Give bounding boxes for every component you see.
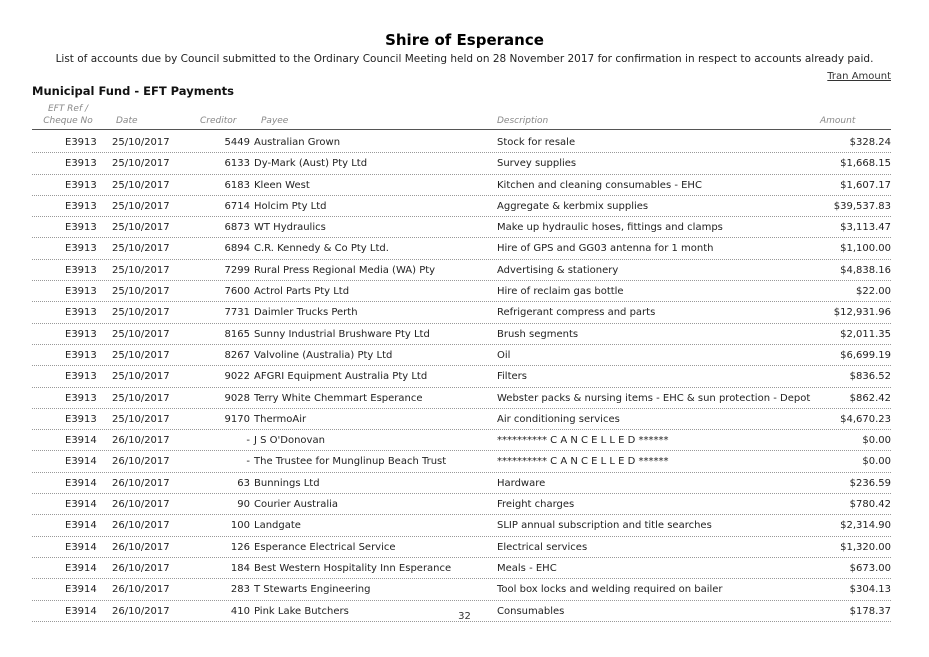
date-cell: 26/10/2017: [112, 435, 170, 447]
creditor-cell: 283: [230, 584, 250, 596]
creditor-cell: 100: [230, 520, 250, 532]
amount-cell: $2,011.35: [840, 328, 891, 340]
description-cell: Electrical services: [497, 541, 588, 553]
amount-cell: $0.00: [862, 435, 891, 447]
payee-cell: Esperance Electrical Service: [254, 541, 396, 553]
ref-cell: E3913: [65, 137, 97, 148]
creditor-cell: 9170: [224, 413, 250, 425]
payee-cell: Daimler Trucks Perth: [254, 307, 358, 319]
description-cell: Tool box locks and welding required on bailer: [497, 584, 723, 596]
description-cell: ********** C A N C E L L E D ******: [497, 456, 669, 468]
creditor-cell: 8165: [224, 328, 250, 340]
document-subtitle: List of accounts due by Council submitted to the Ordinary Council Meeting held on 28 November 2017 for confirmation in respect to accounts already paid.: [55, 53, 874, 65]
payee-cell: C.R. Kennedy & Co Pty Ltd.: [254, 243, 389, 255]
amount-cell: $4,670.23: [840, 413, 891, 425]
table-row: [32, 260, 891, 281]
date-cell: 26/10/2017: [112, 562, 170, 574]
amount-cell: $836.52: [849, 371, 891, 383]
date-cell: 25/10/2017: [112, 243, 170, 255]
table-row: [32, 366, 891, 387]
ref-cell: E3913: [65, 264, 97, 276]
ref-cell: E3913: [65, 286, 97, 298]
payee-cell: The Trustee for Munglinup Beach Trust: [254, 456, 447, 468]
ref-cell: E3913: [65, 392, 97, 404]
description-cell: Meals - EHC: [497, 562, 557, 574]
creditor-cell: 63: [237, 477, 250, 489]
date-cell: 25/10/2017: [112, 349, 170, 361]
date-cell: 25/10/2017: [112, 137, 170, 148]
table-row: [32, 451, 891, 472]
ref-cell: E3914: [65, 520, 97, 532]
creditor-cell: 410: [230, 605, 250, 617]
payee-cell: Valvoline (Australia) Pty Ltd: [254, 349, 393, 361]
creditor-cell: 6894: [224, 243, 250, 255]
ref-cell: E3913: [65, 413, 97, 425]
payee-cell: Pink Lake Butchers: [254, 605, 349, 617]
ref-cell: E3913: [65, 328, 97, 340]
amount-cell: $673.00: [849, 562, 891, 574]
table-row: [32, 196, 891, 217]
description-cell: Hire of reclaim gas bottle: [497, 286, 624, 298]
column-header-ref: [32, 103, 104, 127]
description-cell: Kitchen and cleaning consumables - EHC: [497, 179, 702, 191]
ref-cell: E3914: [65, 477, 97, 489]
ref-cell: E3913: [65, 307, 97, 319]
description-cell: Hardware: [497, 477, 546, 489]
table-row: [32, 558, 891, 579]
header-rule: [32, 129, 891, 130]
amount-cell: $2,314.90: [840, 520, 891, 532]
amount-cell: $862.42: [849, 392, 891, 404]
table-row: [32, 515, 891, 536]
amount-cell: $4,838.16: [840, 264, 891, 276]
creditor-cell: 7600: [224, 286, 250, 298]
description-cell: Stock for resale: [497, 137, 576, 148]
column-header-description: Description: [497, 116, 549, 126]
ref-cell: E3914: [65, 456, 97, 468]
payee-cell: AFGRI Equipment Australia Pty Ltd: [254, 371, 428, 383]
payee-cell: Landgate: [254, 520, 301, 532]
payments-table: [32, 132, 891, 622]
description-cell: Webster packs & nursing items - EHC & sun protection - Depot: [497, 392, 811, 404]
amount-cell: $22.00: [856, 286, 891, 298]
ref-cell: E3914: [65, 605, 97, 617]
amount-cell: $1,607.17: [840, 179, 891, 191]
table-row: [32, 473, 891, 494]
creditor-cell: 9022: [224, 371, 250, 383]
amount-cell: $0.00: [862, 456, 891, 468]
creditor-cell: 6183: [224, 179, 250, 191]
date-cell: 25/10/2017: [112, 371, 170, 383]
description-cell: SLIP annual subscription and title searches: [497, 520, 712, 532]
table-row: [32, 430, 891, 451]
table-row: [32, 324, 891, 345]
ref-cell: E3914: [65, 499, 97, 511]
date-cell: 26/10/2017: [112, 456, 170, 468]
section-heading: Municipal Fund - EFT Payments: [32, 84, 235, 98]
ref-cell: E3913: [65, 371, 97, 383]
description-cell: Hire of GPS and GG03 antenna for 1 month: [497, 243, 714, 255]
amount-cell: $3,113.47: [840, 222, 891, 234]
payee-cell: WT Hydraulics: [254, 222, 326, 234]
table-row: [32, 153, 891, 174]
creditor-cell: -: [246, 435, 250, 447]
description-cell: ********** C A N C E L L E D ******: [497, 435, 669, 447]
amount-cell: $6,699.19: [840, 349, 891, 361]
amount-cell: $1,668.15: [840, 158, 891, 170]
creditor-cell: 184: [230, 562, 250, 574]
amount-cell: $328.24: [849, 137, 891, 148]
description-cell: Brush segments: [497, 328, 579, 340]
date-cell: 25/10/2017: [112, 179, 170, 191]
amount-cell: $39,537.83: [833, 200, 891, 212]
date-cell: 26/10/2017: [112, 520, 170, 532]
ref-cell: E3914: [65, 584, 97, 596]
payee-cell: Terry White Chemmart Esperance: [254, 392, 423, 404]
date-cell: 25/10/2017: [112, 307, 170, 319]
table-row: [32, 175, 891, 196]
creditor-cell: 8267: [224, 349, 250, 361]
table-row: [32, 537, 891, 558]
description-cell: Filters: [497, 371, 527, 383]
date-cell: 25/10/2017: [112, 264, 170, 276]
ref-cell: E3914: [65, 435, 97, 447]
payee-cell: Sunny Industrial Brushware Pty Ltd: [254, 328, 430, 340]
column-header-amount: Amount: [820, 116, 856, 126]
ref-cell: E3914: [65, 562, 97, 574]
ref-cell: E3913: [65, 200, 97, 212]
ref-cell: E3913: [65, 158, 97, 170]
date-cell: 26/10/2017: [112, 605, 170, 617]
column-header-date: Date: [116, 116, 138, 126]
creditor-cell: 9028: [224, 392, 250, 404]
date-cell: 26/10/2017: [112, 477, 170, 489]
date-cell: 25/10/2017: [112, 328, 170, 340]
creditor-cell: 6873: [224, 222, 250, 234]
date-cell: 25/10/2017: [112, 413, 170, 425]
table-row: [32, 132, 891, 153]
amount-cell: $1,100.00: [840, 243, 891, 255]
ref-cell: E3913: [65, 222, 97, 234]
description-cell: Air conditioning services: [497, 413, 620, 425]
description-cell: Freight charges: [497, 499, 575, 511]
ref-cell: E3913: [65, 349, 97, 361]
creditor-cell: 5449: [224, 137, 250, 148]
creditor-cell: 6133: [224, 158, 250, 170]
table-row: [32, 388, 891, 409]
description-cell: Survey supplies: [497, 158, 577, 170]
description-cell: Refrigerant compress and parts: [497, 307, 656, 319]
creditor-cell: 7731: [224, 307, 250, 319]
date-cell: 25/10/2017: [112, 158, 170, 170]
date-cell: 26/10/2017: [112, 499, 170, 511]
description-cell: Make up hydraulic hoses, fittings and clamps: [497, 222, 723, 234]
table-row: [32, 238, 891, 259]
column-header-ref-line1: EFT Ref /: [47, 104, 89, 114]
payee-cell: T Stewarts Engineering: [254, 584, 371, 596]
creditor-cell: 126: [230, 541, 250, 553]
creditor-cell: 7299: [224, 264, 250, 276]
amount-cell: $236.59: [849, 477, 891, 489]
amount-cell: $304.13: [849, 584, 891, 596]
date-cell: 25/10/2017: [112, 392, 170, 404]
description-cell: Advertising & stationery: [497, 264, 619, 276]
payee-cell: Rural Press Regional Media (WA) Pty: [254, 264, 436, 276]
creditor-cell: 90: [237, 499, 250, 511]
table-row: [32, 281, 891, 302]
table-row: [32, 409, 891, 430]
date-cell: 25/10/2017: [112, 200, 170, 212]
page-title: Shire of Esperance: [385, 31, 544, 49]
amount-cell: $178.37: [849, 605, 891, 617]
column-header-payee: Payee: [261, 116, 289, 126]
page-number: 32: [458, 611, 471, 622]
table-row: [32, 579, 891, 600]
payee-cell: Holcim Pty Ltd: [254, 200, 327, 212]
ref-cell: E3913: [65, 243, 97, 255]
ref-cell: E3913: [65, 179, 97, 191]
column-header-ref-line2: Cheque No: [43, 116, 93, 126]
payee-cell: Courier Australia: [254, 499, 339, 511]
payee-cell: ThermoAir: [254, 413, 307, 425]
table-row: [32, 345, 891, 366]
creditor-cell: 6714: [224, 200, 250, 212]
tran-amount-label: Tran Amount: [827, 71, 891, 82]
date-cell: 26/10/2017: [112, 584, 170, 596]
date-cell: 25/10/2017: [112, 286, 170, 298]
column-header-creditor: Creditor: [200, 116, 237, 126]
payee-cell: J S O'Donovan: [254, 435, 325, 447]
description-cell: Consumables: [497, 605, 565, 617]
payee-cell: Actrol Parts Pty Ltd: [254, 286, 350, 298]
payee-cell: Kleen West: [254, 179, 310, 191]
amount-cell: $12,931.96: [833, 307, 891, 319]
table-row: [32, 494, 891, 515]
creditor-cell: -: [246, 456, 250, 468]
payee-cell: Best Western Hospitality Inn Esperance: [254, 562, 452, 574]
payee-cell: Bunnings Ltd: [254, 477, 320, 489]
amount-cell: $1,320.00: [840, 541, 891, 553]
description-cell: Oil: [497, 349, 511, 361]
date-cell: 26/10/2017: [112, 541, 170, 553]
table-row: [32, 302, 891, 323]
payee-cell: Australian Grown: [254, 137, 341, 148]
table-row: [32, 217, 891, 238]
description-cell: Aggregate & kerbmix supplies: [497, 200, 649, 212]
ref-cell: E3914: [65, 541, 97, 553]
date-cell: 25/10/2017: [112, 222, 170, 234]
payee-cell: Dy-Mark (Aust) Pty Ltd: [254, 158, 368, 170]
amount-cell: $780.42: [849, 499, 891, 511]
